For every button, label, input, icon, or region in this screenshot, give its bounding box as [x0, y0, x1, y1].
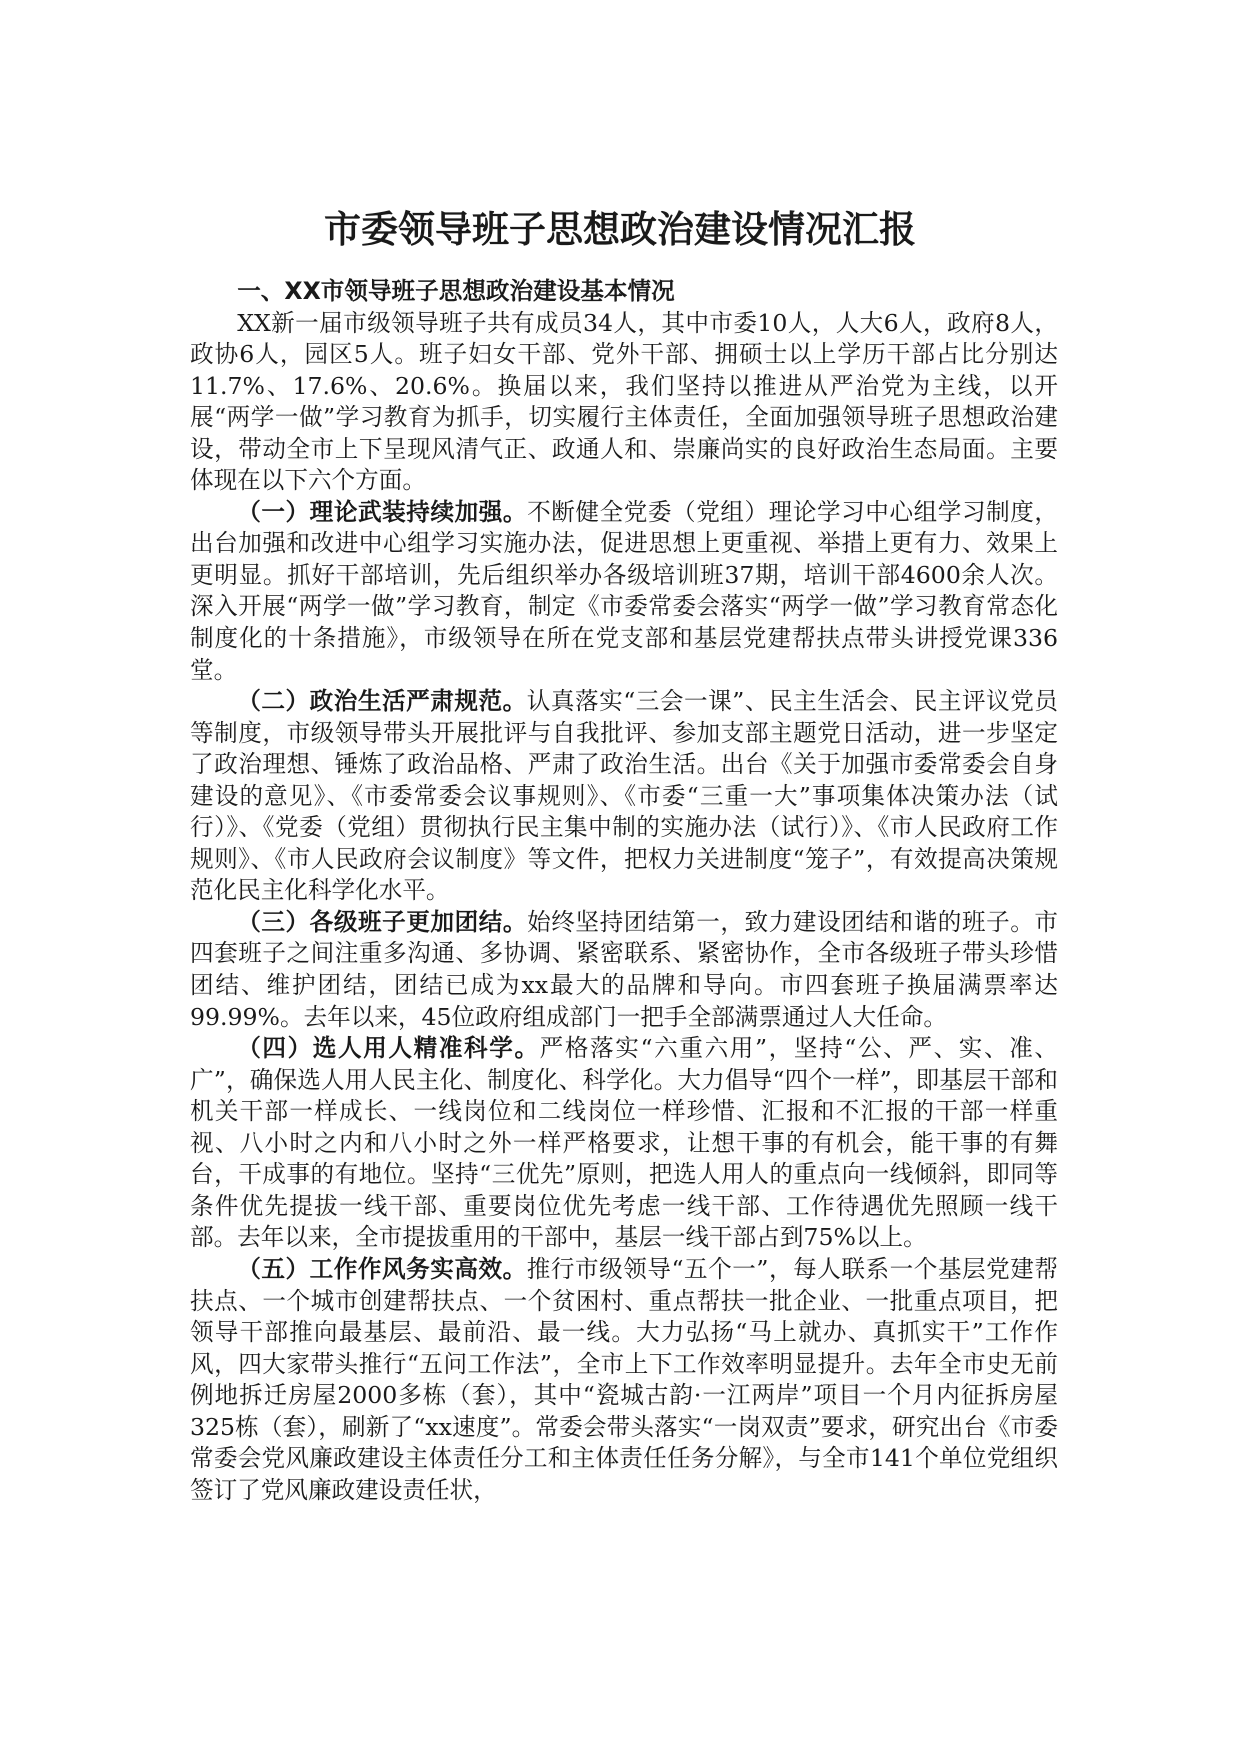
point-paragraph-3 [190, 907, 1058, 1033]
point-lead-3: （三）各级班子更加团结。 [237, 907, 528, 936]
point-paragraph-1 [190, 497, 1058, 686]
point-paragraph-4 [190, 1033, 1058, 1254]
point-paragraph-5 [190, 1254, 1058, 1506]
point-lead-1: （一）理论武装持续加强。 [237, 497, 528, 526]
point-lead-5: （五）工作作风务实高效。 [237, 1254, 527, 1283]
point-text-5: 推行市级领导“五个一”，每人联系一个基层党建帮扶点、一个城市创建帮扶点、一个贫困村、重点帮扶一批企业、一批重点项目，把领导干部推向最基层、最前沿、最一线。大力弘扬“马上就办、真抓实干”工作作风，四大家带头推行“五问工作法”，全市上下工作效率明显提升。去年全市史无前例地拆迁房屋2000多栋（套），其中“瓷城古韵·一江两岸”项目一个月内征拆房屋325栋（套），刷新了“xx速度”。常委会带头落实“一岗双责”要求，研究出台《市委常委会党风廉政建设主体责任分工和主体责任任务分解》，与全市141个单位党组织签订了党风廉政建设责任状， [190, 1254, 1059, 1504]
intro-paragraph: XX新一届市级领导班子共有成员34人，其中市委10人，人大6人，政府8人，政协6人，园区5人。班子妇女干部、党外干部、拥硕士以上学历干部占比分别达11.7%、17.6%、20.6%。换届以来，我们坚持以推进从严治党为主线，以开展“两学一做”学习教育为抓手，切实履行主体责任，全面加强领导班子思想政治建设，带动全市上下呈现风清气正、政通人和、崇廉尚实的良好政治生态局面。主要体现在以下六个方面。 [190, 308, 1058, 495]
point-lead-4: （四）选人用人精准科学。 [237, 1034, 540, 1063]
point-text-1: 不断健全党委（党组）理论学习中心组学习制度，出台加强和改进中心组学习实施办法，促进思想上更重视、举措上更有力、效果上更明显。抓好干部培训，先后组织举办各级培训班37期，培训干部4600余人次。深入开展“两学一做”学习教育，制定《市委常委会落实“两学一做”学习教育常态化制度化的十条措施》，市级领导在所在党支部和基层党建帮扶点带头讲授党课336堂。 [190, 497, 1059, 684]
point-text-3: 始终坚持团结第一，致力建设团结和谐的班子。市四套班子之间注重多沟通、多协调、紧密联系、紧密协作，全市各级班子带头珍惜团结、维护团结，团结已成为xx最大的品牌和导向。市四套班子换届满票率达99.99%。去年以来，45位政府组成部门一把手全部满票通过人大任命。 [190, 907, 1059, 1031]
document-title: 市委领导班子思想政治建设情况汇报 [324, 208, 916, 251]
point-paragraph-2 [190, 686, 1058, 907]
section-heading: 一、XX市领导班子思想政治建设基本情况 [237, 277, 675, 305]
point-text-2: 认真落实“三会一课”、民主生活会、民主评议党员等制度，市级领导带头开展批评与自我批评、参加支部主题党日活动，进一步坚定了政治理想、锤炼了政治品格、严肃了政治生活。出台《关于加强市委常委会自身建设的意见》、《市委常委会议事规则》、《市委“三重一大”事项集体决策办法（试行）》、《党委（党组）贯彻执行民主集中制的实施办法（试行）》、《市人民政府工作规则》、《市人民政府会议制度》等文件，把权力关进制度“笼子”，有效提高决策规范化民主化科学化水平。 [190, 687, 1059, 905]
document-body [190, 276, 1058, 1506]
point-lead-2: （二）政治生活严肃规范。 [237, 687, 527, 716]
point-text-4: 严格落实“六重六用”，坚持“公、严、实、准、广”，确保选人用人民主化、制度化、科学化。大力倡导“四个一样”，即基层干部和机关干部一样成长、一线岗位和二线岗位一样珍惜、汇报和不汇报的干部一样重视、八小时之内和八小时之外一样严格要求，让想干事的有机会，能干事的有舞台，干成事的有地位。坚持“三优先”原则，把选人用人的重点向一线倾斜，即同等条件优先提拔一线干部、重要岗位优先考虑一线干部、工作待遇优先照顾一线干部。去年以来，全市提拔重用的干部中，基层一线干部占到75%以上。 [190, 1034, 1059, 1252]
